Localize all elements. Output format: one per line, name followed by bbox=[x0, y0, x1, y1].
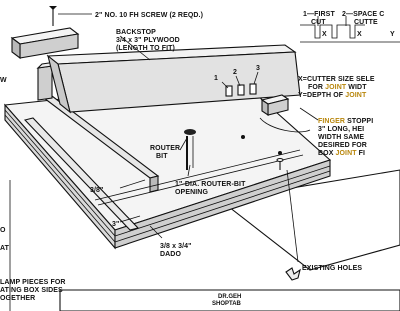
legend-x-label: X=CUTTER SIZE SELE bbox=[298, 76, 375, 83]
backstop-length-label: (LENGTH TO FIT) bbox=[116, 45, 175, 52]
y-marker: Y bbox=[390, 31, 395, 38]
existing-holes-label: EXISTING HOLES bbox=[302, 265, 363, 272]
opening-label: 1"-DIA. ROUTER-BIT bbox=[175, 181, 246, 188]
dimension-3-8-label: 3/8" bbox=[90, 187, 104, 194]
position-2-label: 2 bbox=[233, 69, 237, 76]
dimension-3-label: 3" bbox=[112, 221, 120, 228]
router-bit-label-b: BIT bbox=[156, 153, 168, 160]
clamp-label-b: ATING BOX SIDES bbox=[0, 287, 63, 294]
finger-stop-label: FINGER STOPPI bbox=[318, 118, 374, 125]
clamp-block bbox=[12, 28, 78, 58]
legend-x-label-b: FOR JOINT WIDT bbox=[308, 84, 367, 91]
finger-stop-length-label: 3" LONG, HEI bbox=[318, 126, 365, 133]
first-cut-label-b: CUT bbox=[311, 19, 326, 26]
opening-label-b: OPENING bbox=[175, 189, 208, 196]
space-cut-label: 2—SPACE C bbox=[342, 11, 385, 18]
finger-stop-width-label: WIDTH SAME bbox=[318, 134, 365, 141]
existing-hole bbox=[278, 151, 282, 155]
svg-text:DR.GEH: DR.GEH bbox=[218, 294, 242, 300]
clamp-label-c: OGETHER bbox=[0, 295, 36, 302]
x-marker-2: X bbox=[357, 31, 362, 38]
existing-hole bbox=[241, 135, 245, 139]
screw-icon bbox=[49, 6, 57, 26]
svg-text:SHOPTAB: SHOPTAB bbox=[212, 301, 241, 307]
screw-label: 2" NO. 10 FH SCREW (2 REQD.) bbox=[95, 12, 204, 19]
legend-y-label: Y=DEPTH OF JOINT bbox=[298, 92, 367, 99]
dado-label: DADO bbox=[160, 251, 182, 258]
left-cut-label-o: O bbox=[0, 227, 6, 234]
finger-stop-joint-label: BOX JOINT FI bbox=[318, 150, 366, 157]
clamp-label: LAMP PIECES FOR bbox=[0, 279, 66, 286]
x-marker: X bbox=[322, 31, 327, 38]
dado-size-label: 3/8 x 3/4" bbox=[160, 243, 192, 250]
position-3-label: 3 bbox=[256, 65, 260, 72]
router-bit-label: ROUTER bbox=[150, 145, 181, 152]
left-cut-label-w: W bbox=[0, 77, 7, 84]
position-1-label: 1 bbox=[214, 75, 218, 82]
finger-stop-desired-label: DESIRED FOR bbox=[318, 142, 367, 149]
backstop-size-label: 3/4 x 3" PLYWOOD bbox=[116, 37, 180, 44]
wingnut-icon bbox=[286, 268, 300, 280]
first-cut-label: 1—FIRST bbox=[303, 11, 335, 18]
left-cut-label-at: AT bbox=[0, 245, 10, 252]
backstop-label: BACKSTOP bbox=[116, 29, 156, 36]
space-cut-label-b: CUTTE bbox=[354, 19, 378, 26]
